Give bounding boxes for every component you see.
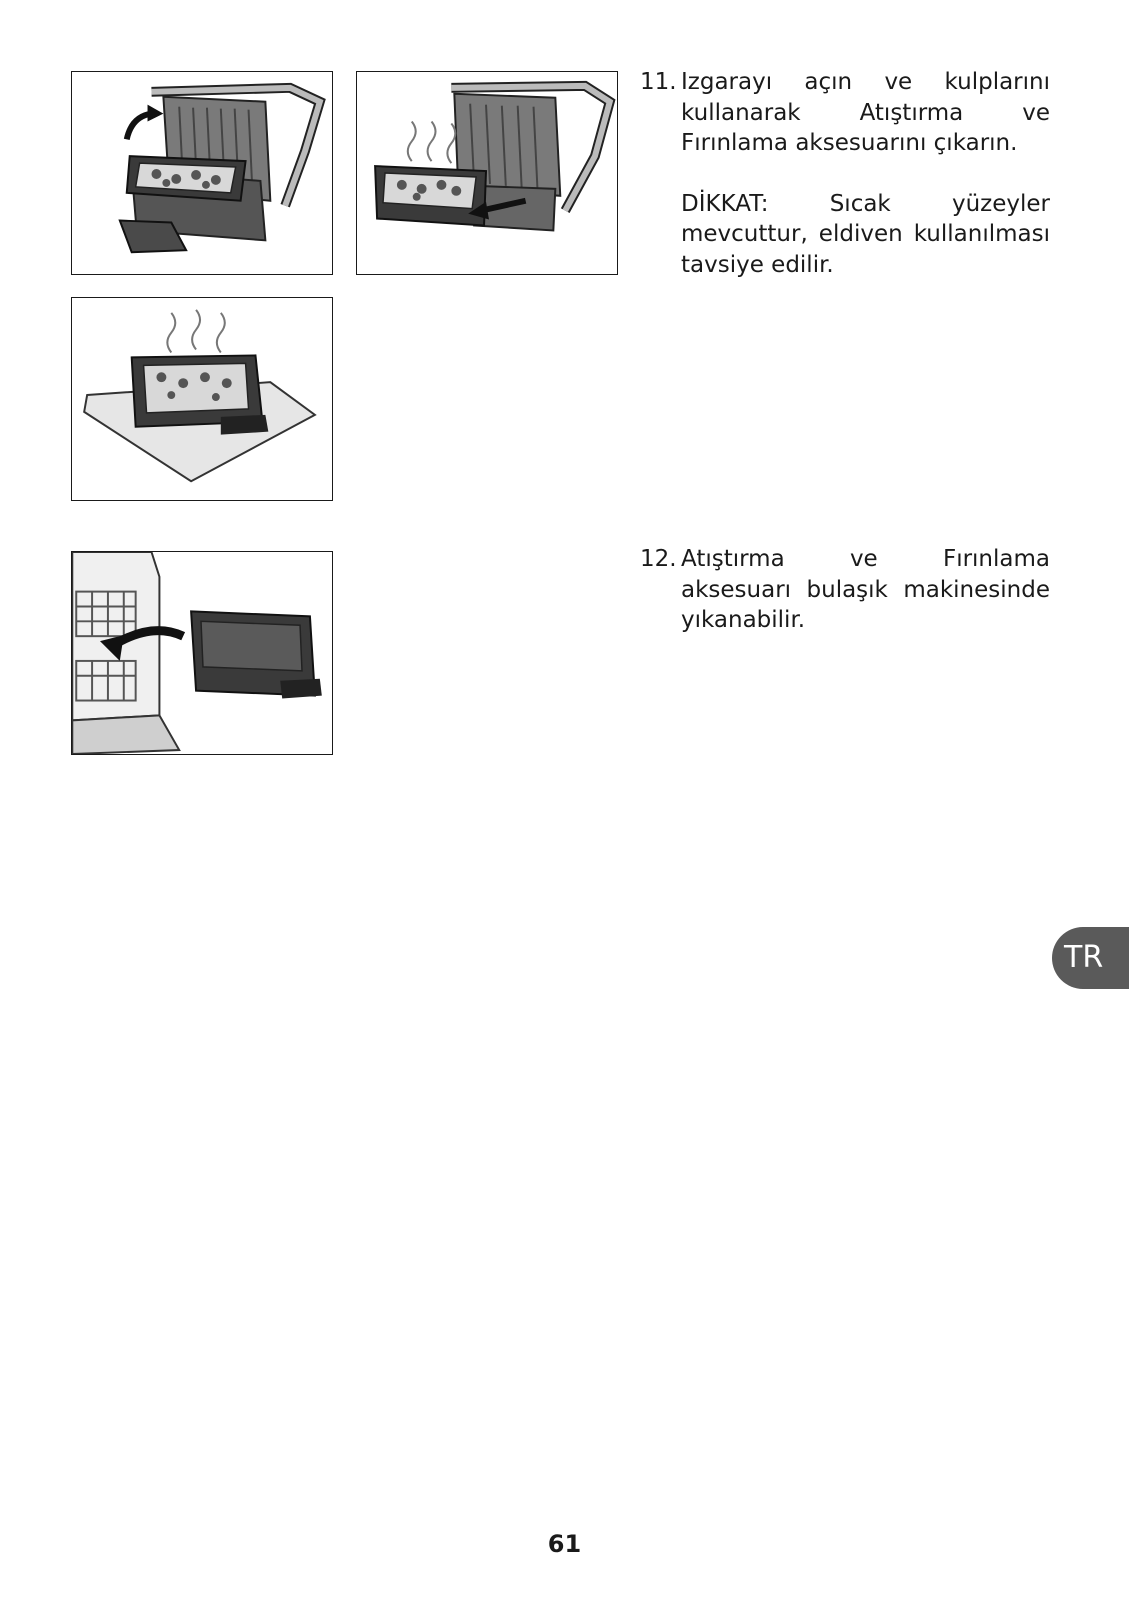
illustration-remove-accessory [356, 71, 618, 275]
illustration-open-grill [71, 71, 333, 275]
step-text: Izgarayı açın ve kulplarını kullanarak Atıştırma ve Fırınlama aksesuarını çıkarın. [681, 69, 1050, 156]
illustration-dishwasher [71, 551, 333, 755]
step-number: 12. [640, 546, 677, 572]
illustration-accessory-on-board [71, 297, 333, 501]
step-text: Atıştırma ve Fırınlama aksesuarı bulaşık makinesinde yıkanabilir. [681, 546, 1050, 633]
language-tab: TR [1052, 927, 1129, 989]
warning-text: DİKKAT: Sıcak yüzeyler mevcuttur, eldiven kullanılması tavsiye edilir. [681, 190, 1050, 278]
step-number: 11. [640, 69, 677, 95]
instruction-step-11 [640, 67, 1050, 280]
instruction-step-12 [640, 544, 1050, 636]
page-number: 61 [547, 1530, 582, 1558]
